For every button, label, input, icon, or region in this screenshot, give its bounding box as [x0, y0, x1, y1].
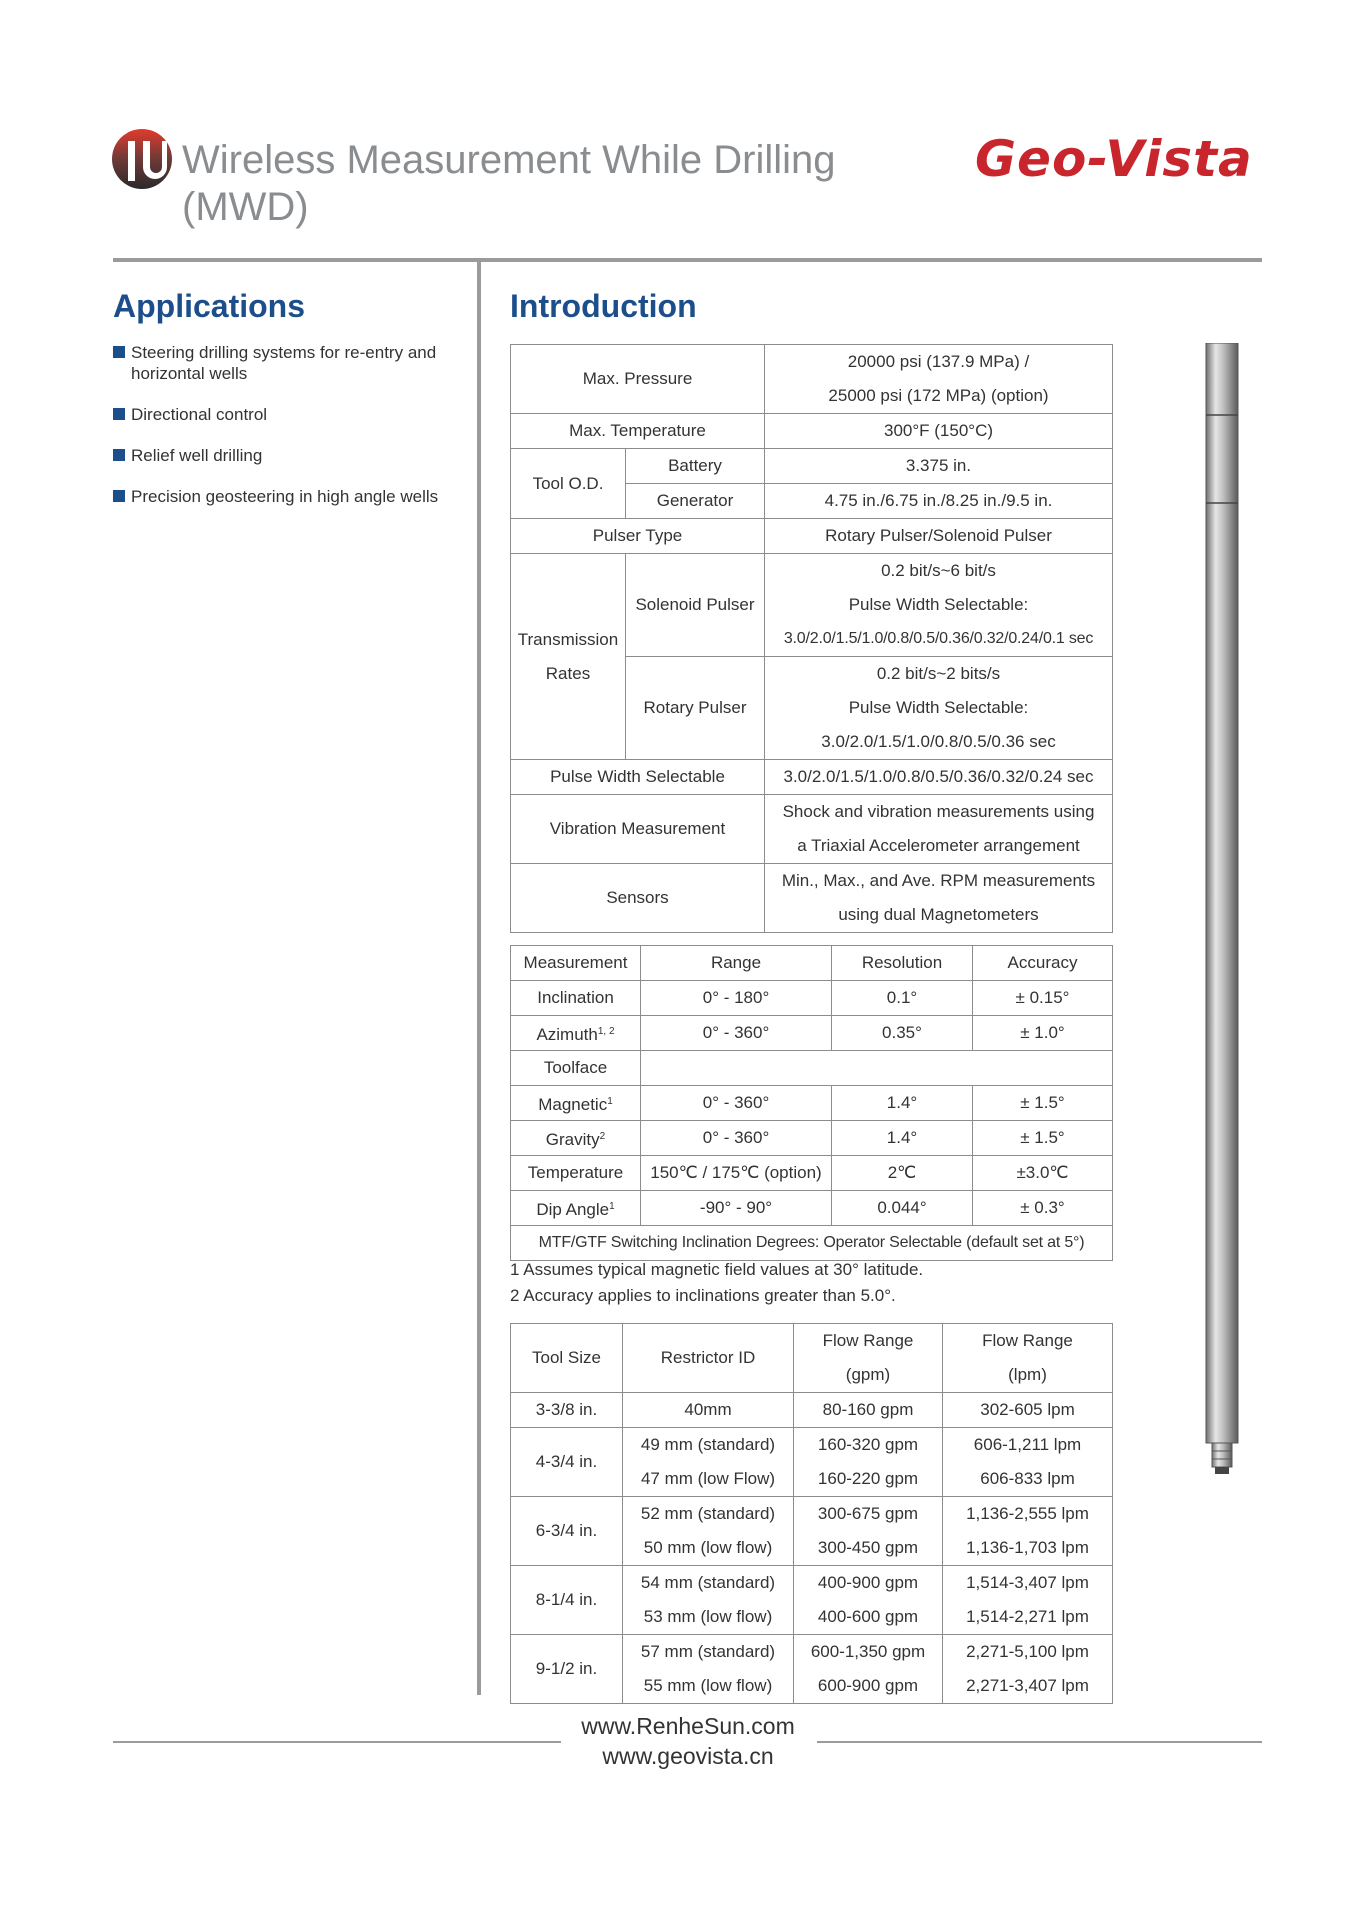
table-cell — [765, 554, 1113, 657]
cell-text: Magnetic — [538, 1094, 608, 1114]
table-cell: 80-160 gpm — [794, 1393, 943, 1428]
cell-line: 160-320 gpm — [817, 1435, 919, 1454]
table-cell: Rotary Pulser/Solenoid Pulser — [765, 519, 1113, 554]
table-row — [511, 864, 1113, 933]
table-cell: 4-3/4 in. — [511, 1428, 623, 1497]
table-cell: 150℃ / 175℃ (option) — [641, 1156, 832, 1191]
table-header-cell: Range — [641, 946, 832, 981]
mwd-tool-image — [1204, 343, 1240, 1475]
table-cell: Max. Temperature — [511, 414, 765, 449]
spec-table — [510, 344, 1113, 933]
title-line-1: Wireless Measurement While Drilling — [182, 138, 836, 182]
table-cell: 0° - 180° — [641, 981, 832, 1016]
table-cell: ± 0.15° — [973, 981, 1113, 1016]
table-cell: 0° - 360° — [641, 1086, 832, 1121]
table-cell: 302-605 lpm — [943, 1393, 1113, 1428]
table-cell — [623, 1497, 794, 1566]
table-cell — [765, 795, 1113, 864]
footnote: 2 Accuracy applies to inclinations greater than 5.0°. — [510, 1286, 896, 1305]
footnote-marker: 1 — [609, 1200, 615, 1212]
table-cell — [623, 1635, 794, 1704]
cell-text: Dip Angle — [536, 1199, 610, 1219]
cell-line: 1,514-2,271 lpm — [966, 1607, 1089, 1626]
applications-heading: Applications — [113, 288, 306, 324]
table-cell — [641, 1051, 1113, 1086]
cell-line: 49 mm (standard) — [640, 1435, 776, 1454]
table-cell — [943, 1566, 1113, 1635]
list-item-text: Steering drilling systems for re-entry and horizontal wells — [131, 343, 437, 383]
table-row — [511, 1016, 1113, 1051]
table-cell — [623, 1428, 794, 1497]
cell-line: 400-600 gpm — [817, 1607, 919, 1626]
cell-line: 3.0/2.0/1.5/1.0/0.8/0.5/0.36 sec — [821, 732, 1056, 751]
footer-website-link[interactable]: www.geovista.cn — [602, 1743, 774, 1769]
table-row — [511, 1566, 1113, 1635]
table-cell — [511, 1086, 641, 1121]
table-header-row — [511, 946, 1113, 981]
cell-line: 606-1,211 lpm — [973, 1435, 1082, 1454]
cell-line: Flow Range — [982, 1331, 1073, 1350]
table-cell: 2℃ — [832, 1156, 973, 1191]
table-cell: 1.4° — [832, 1121, 973, 1156]
cell-line: a Triaxial Accelerometer arrangement — [797, 836, 1080, 855]
table-cell: Max. Pressure — [511, 345, 765, 414]
cell-line: 160-220 gpm — [817, 1469, 919, 1488]
table-cell: 9-1/2 in. — [511, 1635, 623, 1704]
cell-line: 3.0/2.0/1.5/1.0/0.8/0.5/0.36/0.32/0.24/0.1 sec — [783, 630, 1094, 647]
table-cell: 0.35° — [832, 1016, 973, 1051]
cell-line: 55 mm (low flow) — [643, 1676, 773, 1695]
cell-line: 25000 psi (172 MPa) (option) — [828, 386, 1049, 405]
cell-line: Transmission — [517, 629, 619, 649]
table-cell — [943, 1635, 1113, 1704]
header-divider — [113, 258, 1262, 262]
table-cell: ±3.0℃ — [973, 1156, 1113, 1191]
table-header-cell: Accuracy — [973, 946, 1113, 981]
table-cell: 1.4° — [832, 1086, 973, 1121]
list-item — [113, 404, 463, 425]
table-row — [511, 1428, 1113, 1497]
table-cell: 0° - 360° — [641, 1121, 832, 1156]
table-row — [511, 519, 1113, 554]
document-title — [182, 137, 836, 231]
square-bullet-icon — [113, 408, 125, 420]
cell-line: 1,514-3,407 lpm — [966, 1573, 1089, 1592]
cell-text: Azimuth — [536, 1024, 598, 1044]
table-cell: 0° - 360° — [641, 1016, 832, 1051]
cell-line: 0.2 bit/s~2 bits/s — [876, 664, 1001, 683]
applications-list — [113, 342, 463, 527]
table-cell: Generator — [626, 484, 765, 519]
table-row — [511, 1086, 1113, 1121]
table-cell: Battery — [626, 449, 765, 484]
list-item — [113, 445, 463, 466]
table-row — [511, 449, 1113, 484]
cell-line: 20000 psi (137.9 MPa) / — [847, 352, 1030, 371]
cell-line: 606-833 lpm — [980, 1469, 1075, 1488]
cell-line: Rates — [545, 663, 591, 683]
table-header-cell: Measurement — [511, 946, 641, 981]
cell-line: Min., Max., and Ave. RPM measurements — [781, 871, 1096, 890]
table-cell: Solenoid Pulser — [626, 554, 765, 657]
table-row — [511, 554, 1113, 657]
table-cell — [511, 1191, 641, 1226]
cell-line: Flow Range — [822, 1331, 914, 1350]
table-row — [511, 981, 1113, 1016]
table-row — [511, 1191, 1113, 1226]
cell-line: 300-450 gpm — [817, 1538, 919, 1557]
table-row — [511, 1156, 1113, 1191]
table-cell: Rotary Pulser — [626, 657, 765, 760]
table-cell — [943, 1497, 1113, 1566]
cell-line: 0.2 bit/s~6 bit/s — [881, 561, 996, 580]
cell-line: 50 mm (low flow) — [643, 1538, 773, 1557]
table-cell — [943, 1428, 1113, 1497]
cell-line: (lpm) — [1008, 1365, 1047, 1384]
cell-line: Pulse Width Selectable: — [848, 698, 1029, 717]
cell-line: 1,136-2,555 lpm — [966, 1504, 1089, 1523]
company-logo-icon — [110, 127, 174, 191]
table-cell: -90° - 90° — [641, 1191, 832, 1226]
introduction-heading: Introduction — [510, 288, 697, 324]
brand-logo-text: Geo-Vista — [975, 130, 1253, 188]
footnote-marker: 1 — [607, 1095, 613, 1107]
table-cell — [794, 1497, 943, 1566]
cell-line: 54 mm (standard) — [640, 1573, 776, 1592]
table-cell: 8-1/4 in. — [511, 1566, 623, 1635]
cell-line: 300-675 gpm — [817, 1504, 919, 1523]
footnote-marker: 1, 2 — [597, 1025, 615, 1037]
cell-line: 52 mm (standard) — [640, 1504, 776, 1523]
table-cell: 3-3/8 in. — [511, 1393, 623, 1428]
table-cell: Sensors — [511, 864, 765, 933]
table-header-cell: Tool Size — [511, 1324, 623, 1393]
table-cell: ± 0.3° — [973, 1191, 1113, 1226]
table-cell: 0.044° — [832, 1191, 973, 1226]
table-cell: 6-3/4 in. — [511, 1497, 623, 1566]
footer-website-link[interactable]: www.RenheSun.com — [581, 1713, 795, 1739]
table-row — [511, 414, 1113, 449]
table-cell — [511, 554, 626, 760]
list-item — [113, 342, 463, 384]
table-cell: Temperature — [511, 1156, 641, 1191]
table-cell — [765, 657, 1113, 760]
cell-line: 2,271-3,407 lpm — [966, 1676, 1089, 1695]
table-row — [511, 1051, 1113, 1086]
table-header-cell — [794, 1324, 943, 1393]
cell-line: 600-900 gpm — [817, 1676, 919, 1695]
table-header-cell: Resolution — [832, 946, 973, 981]
table-cell: Pulser Type — [511, 519, 765, 554]
table-cell: Tool O.D. — [511, 449, 626, 519]
table-cell: Vibration Measurement — [511, 795, 765, 864]
table-cell: Inclination — [511, 981, 641, 1016]
table-row — [511, 1635, 1113, 1704]
list-item — [113, 486, 463, 507]
cell-text: Gravity — [545, 1129, 600, 1149]
table-cell: 40mm — [623, 1393, 794, 1428]
table-cell — [794, 1566, 943, 1635]
table-cell: 4.75 in./6.75 in./8.25 in./9.5 in. — [765, 484, 1113, 519]
cell-line: 53 mm (low flow) — [643, 1607, 773, 1626]
cell-line: 1,136-1,703 lpm — [966, 1538, 1089, 1557]
footnote-marker: 2 — [599, 1130, 606, 1142]
cell-line: using dual Magnetometers — [838, 905, 1039, 924]
cell-line: 57 mm (standard) — [640, 1642, 776, 1661]
square-bullet-icon — [113, 449, 125, 461]
title-line-2: (MWD) — [182, 185, 309, 229]
table-cell: 0.1° — [832, 981, 973, 1016]
table-cell — [794, 1635, 943, 1704]
square-bullet-icon — [113, 490, 125, 502]
table-cell: MTF/GTF Switching Inclination Degrees: Operator Selectable (default set at 5°) — [511, 1226, 1113, 1261]
table-row — [511, 345, 1113, 414]
table-row — [511, 760, 1113, 795]
table-cell — [511, 1016, 641, 1051]
cell-line: 47 mm (low Flow) — [640, 1469, 776, 1488]
table-cell — [623, 1566, 794, 1635]
square-bullet-icon — [113, 346, 125, 358]
table-cell: Pulse Width Selectable — [511, 760, 765, 795]
table-cell — [765, 864, 1113, 933]
cell-line: 400-900 gpm — [817, 1573, 919, 1592]
table-cell: 3.0/2.0/1.5/1.0/0.8/0.5/0.36/0.32/0.24 sec — [765, 760, 1113, 795]
table-cell: ± 1.5° — [973, 1121, 1113, 1156]
table-cell: 300°F (150°C) — [765, 414, 1113, 449]
table-row — [511, 1393, 1113, 1428]
table-cell: Toolface — [511, 1051, 641, 1086]
measurement-table — [510, 945, 1113, 1261]
table-cell — [511, 1121, 641, 1156]
footnote: 1 Assumes typical magnetic field values at 30° latitude. — [510, 1260, 924, 1279]
table-header-cell — [943, 1324, 1113, 1393]
list-item-text: Relief well drilling — [131, 446, 263, 465]
cell-line: 600-1,350 gpm — [810, 1642, 926, 1661]
list-item-text: Directional control — [131, 405, 268, 424]
table-cell: ± 1.5° — [973, 1086, 1113, 1121]
table-row — [511, 1226, 1113, 1261]
table-cell — [794, 1428, 943, 1497]
table-row — [511, 1121, 1113, 1156]
table-row — [511, 795, 1113, 864]
cell-line: 2,271-5,100 lpm — [966, 1642, 1089, 1661]
table-cell: 3.375 in. — [765, 449, 1113, 484]
table-cell — [765, 345, 1113, 414]
cell-line: Shock and vibration measurements using — [782, 802, 1095, 821]
list-item-text: Precision geosteering in high angle wells — [131, 487, 439, 506]
table-header-cell: Restrictor ID — [623, 1324, 794, 1393]
column-divider — [477, 258, 481, 1695]
table-header-row — [511, 1324, 1113, 1393]
flow-table — [510, 1323, 1113, 1704]
table-row — [511, 1497, 1113, 1566]
table-cell: ± 1.0° — [973, 1016, 1113, 1051]
cell-line: Pulse Width Selectable: — [848, 595, 1029, 614]
cell-line: (gpm) — [845, 1365, 891, 1384]
